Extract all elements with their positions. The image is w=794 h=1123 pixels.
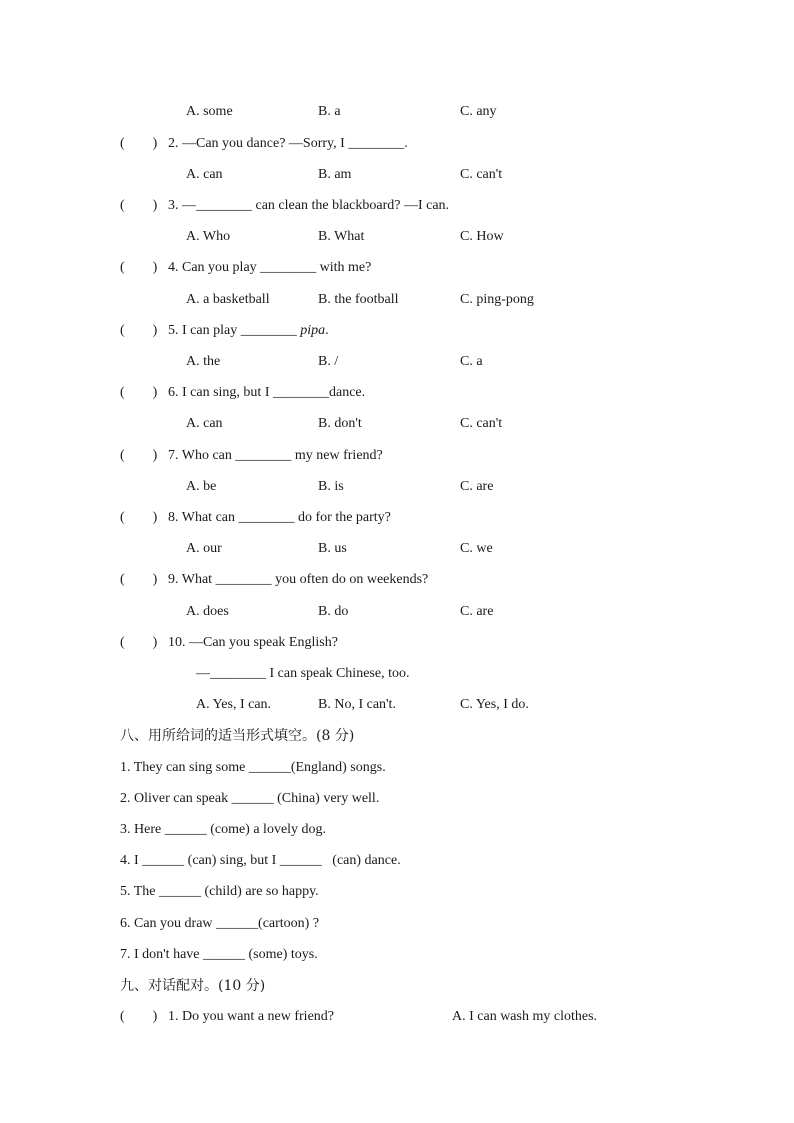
q10-option-b: B. No, I can't. bbox=[318, 697, 396, 712]
q1-option-b: B. a bbox=[318, 104, 341, 119]
q5-text-after: . bbox=[325, 323, 329, 338]
q3-option-a: A. Who bbox=[186, 229, 231, 244]
q10-option-a: A. Yes, I can. bbox=[196, 697, 272, 712]
q2-question: 2. —Can you dance? —Sorry, I ________. bbox=[168, 136, 408, 151]
q6-question: 6. I can sing, but I ________dance. bbox=[168, 385, 366, 400]
q10-answer-blank[interactable]: ( ) bbox=[120, 635, 158, 650]
section-8-item-6: 6. Can you draw ______(cartoon) ? bbox=[120, 916, 320, 931]
q6-option-a: A. can bbox=[186, 416, 223, 431]
q3-option-c: C. How bbox=[460, 229, 504, 244]
section-8-item-1: 1. They can sing some ______(England) songs. bbox=[120, 760, 386, 775]
section-9-title: 九、对话配对。(10 分) bbox=[120, 978, 266, 994]
q8-option-c: C. we bbox=[460, 541, 493, 556]
q10-option-c: C. Yes, I do. bbox=[460, 697, 529, 712]
q6-option-b: B. don't bbox=[318, 416, 362, 431]
q6-option-c: C. can't bbox=[460, 416, 503, 431]
q3-answer-blank[interactable]: ( ) bbox=[120, 198, 158, 213]
q9-option-a: A. does bbox=[186, 604, 229, 619]
section-8-item-2: 2. Oliver can speak ______ (China) very well. bbox=[120, 791, 380, 806]
q4-option-c: C. ping-pong bbox=[460, 292, 534, 307]
section-8-item-7: 7. I don't have ______ (some) toys. bbox=[120, 947, 318, 962]
q1-option-c: C. any bbox=[460, 104, 497, 119]
q7-option-a: A. be bbox=[186, 479, 217, 494]
q9-answer-blank[interactable]: ( ) bbox=[120, 572, 158, 587]
q5-answer-blank[interactable]: ( ) bbox=[120, 323, 158, 338]
q9-option-c: C. are bbox=[460, 604, 494, 619]
q4-option-a: A. a basketball bbox=[186, 292, 270, 307]
q7-question: 7. Who can ________ my new friend? bbox=[168, 448, 383, 463]
q8-answer-blank[interactable]: ( ) bbox=[120, 510, 158, 525]
section-8-item-3: 3. Here ______ (come) a lovely dog. bbox=[120, 822, 327, 837]
q2-option-a: A. can bbox=[186, 167, 223, 182]
q7-option-c: C. are bbox=[460, 479, 494, 494]
q5-question bbox=[168, 322, 329, 340]
q7-answer-blank[interactable]: ( ) bbox=[120, 448, 158, 463]
q3-option-b: B. What bbox=[318, 229, 365, 244]
q9-option-b: B. do bbox=[318, 604, 349, 619]
q4-question: 4. Can you play ________ with me? bbox=[168, 260, 372, 275]
q5-text-before: 5. I can play ________ bbox=[168, 323, 301, 338]
q5-option-a: A. the bbox=[186, 354, 221, 369]
q10-reply: —________ I can speak Chinese, too. bbox=[196, 666, 410, 681]
s9-answer-a: A. I can wash my clothes. bbox=[452, 1009, 598, 1024]
q8-question: 8. What can ________ do for the party? bbox=[168, 510, 391, 525]
q7-option-b: B. is bbox=[318, 479, 344, 494]
q4-option-b: B. the football bbox=[318, 292, 399, 307]
q6-answer-blank[interactable]: ( ) bbox=[120, 385, 158, 400]
q8-option-b: B. us bbox=[318, 541, 347, 556]
q5-option-b: B. / bbox=[318, 354, 339, 369]
q4-answer-blank[interactable]: ( ) bbox=[120, 260, 158, 275]
q2-option-c: C. can't bbox=[460, 167, 503, 182]
q2-answer-blank[interactable]: ( ) bbox=[120, 136, 158, 151]
q5-option-c: C. a bbox=[460, 354, 483, 369]
q9-question: 9. What ________ you often do on weekends? bbox=[168, 572, 429, 587]
q8-option-a: A. our bbox=[186, 541, 222, 556]
section-8-item-4: 4. I ______ (can) sing, but I ______ (can) dance. bbox=[120, 853, 401, 868]
q10-question: 10. —Can you speak English? bbox=[168, 635, 338, 650]
q1-option-a: A. some bbox=[186, 104, 233, 119]
q5-italic-word: pipa bbox=[300, 323, 326, 338]
section-8-title: 八、用所给词的适当形式填空。(8 分) bbox=[120, 728, 355, 744]
s9-q1-question: 1. Do you want a new friend? bbox=[168, 1009, 335, 1024]
q3-question: 3. —________ can clean the blackboard? —I can. bbox=[168, 198, 450, 213]
q2-option-b: B. am bbox=[318, 167, 352, 182]
section-8-item-5: 5. The ______ (child) are so happy. bbox=[120, 884, 319, 899]
s9-q1-answer-blank[interactable]: ( ) bbox=[120, 1009, 158, 1024]
